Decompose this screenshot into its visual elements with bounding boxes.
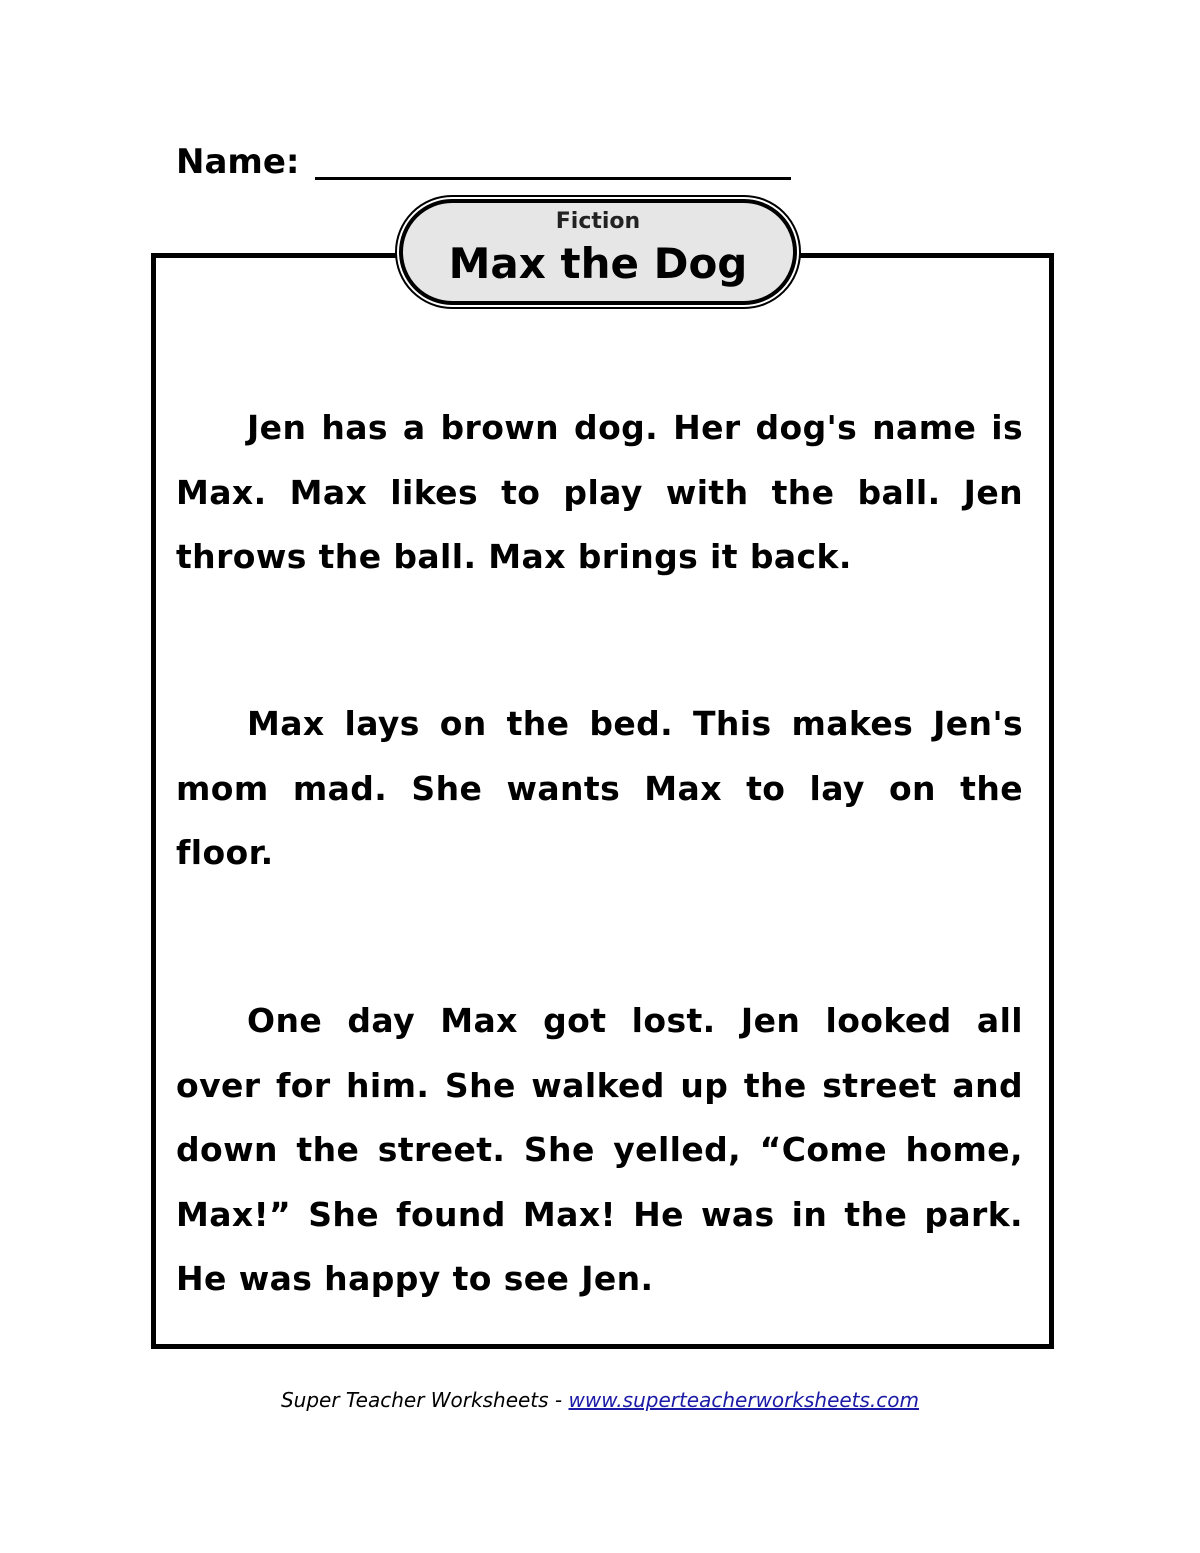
name-field — [176, 140, 791, 184]
title-badge — [399, 199, 797, 305]
paragraph-2: Max lays on the bed. This makes Jen's mom mad. She wants Max to lay on the floor. — [176, 704, 1023, 872]
footer-source: Super Teacher Worksheets - — [280, 1388, 569, 1412]
name-blank-line — [315, 177, 791, 180]
paragraph-3: One day Max got lost. Jen looked all over for him. She walked up the street and down the street. She yelled, “Come home, Max!” She found Max! He was in the park. He was happy to see Jen. — [176, 1001, 1023, 1298]
footer-credit — [0, 1386, 1200, 1414]
name-label: Name: — [176, 142, 300, 182]
story-title: Max the Dog — [448, 239, 748, 288]
genre-label: Fiction — [555, 209, 641, 234]
paragraph-1: Jen has a brown dog. Her dog's name is Max. Max likes to play with the ball. Jen throws the ball. Max brings it back. — [176, 408, 1023, 576]
footer-link[interactable]: www.superteacherworksheets.com — [568, 1388, 920, 1412]
